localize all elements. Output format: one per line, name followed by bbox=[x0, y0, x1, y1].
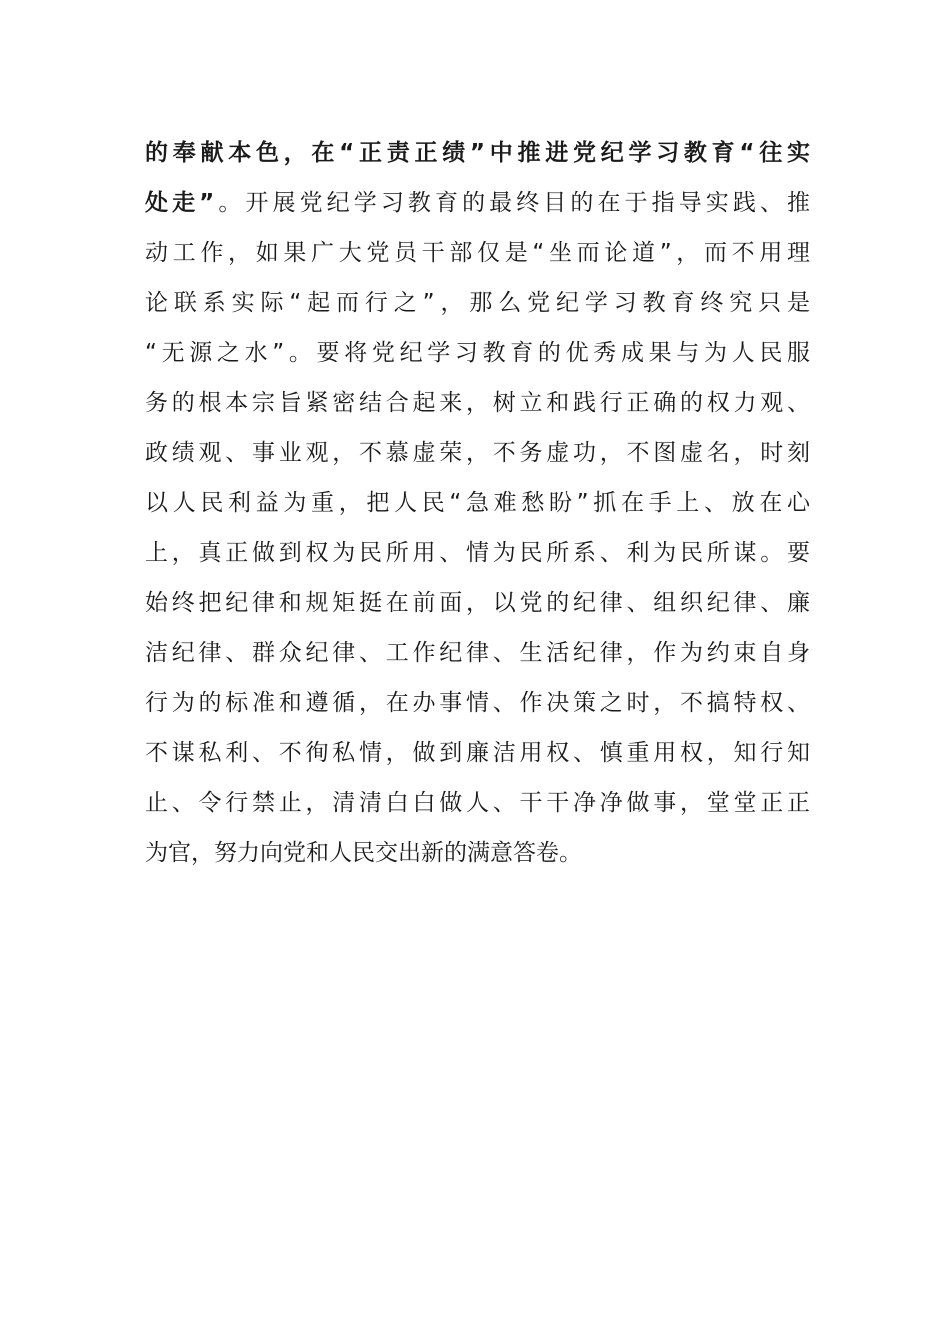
body-paragraph bbox=[145, 128, 810, 878]
body-text: 行为的标准和遵循，在办事情、作决策之时，不搞特权、 bbox=[145, 690, 810, 716]
text-line bbox=[145, 778, 810, 828]
body-text: 洁纪律、群众纪律、工作纪律、生活纪律，作为约束自身 bbox=[145, 640, 810, 666]
body-text: 止、令行禁止，清清白白做人、干干净净做事，堂堂正正 bbox=[145, 790, 810, 816]
text-line bbox=[145, 678, 810, 728]
text-line bbox=[145, 428, 810, 478]
bold-text: 处走” bbox=[145, 190, 215, 216]
text-line bbox=[145, 178, 810, 228]
text-line bbox=[145, 228, 810, 278]
body-text: 为官，努力向党和人民交出新的满意答卷。 bbox=[145, 840, 582, 866]
body-text: 始终把纪律和规矩挺在前面，以党的纪律、组织纪律、廉 bbox=[145, 590, 810, 616]
text-line bbox=[145, 578, 810, 628]
text-line bbox=[145, 128, 810, 178]
text-line bbox=[145, 528, 810, 578]
body-text: 。开展党纪学习教育的最终目的在于指导实践、推 bbox=[214, 190, 810, 216]
body-text: 不谋私利、不徇私情，做到廉洁用权、慎重用权，知行知 bbox=[145, 740, 810, 766]
body-text: 政绩观、事业观，不慕虚荣，不务虚功，不图虚名，时刻 bbox=[145, 440, 810, 466]
body-text: 上，真正做到权为民所用、情为民所系、利为民所谋。要 bbox=[145, 540, 810, 566]
text-line bbox=[145, 328, 810, 378]
body-text: 动工作，如果广大党员干部仅是“坐而论道”，而不用理 bbox=[145, 240, 810, 266]
body-text: 以人民利益为重，把人民“急难愁盼”抓在手上、放在心 bbox=[145, 490, 810, 516]
body-text: 论联系实际“起而行之”，那么党纪学习教育终究只是 bbox=[145, 290, 810, 316]
text-line bbox=[145, 278, 810, 328]
text-line bbox=[145, 378, 810, 428]
text-line bbox=[145, 828, 810, 878]
text-line bbox=[145, 728, 810, 778]
text-line bbox=[145, 478, 810, 528]
bold-text: 的奉献本色，在“正责正绩”中推进党纪学习教育“往实 bbox=[145, 140, 810, 166]
body-text: “无源之水”。要将党纪学习教育的优秀成果与为人民服 bbox=[145, 340, 810, 366]
text-line bbox=[145, 628, 810, 678]
body-text: 务的根本宗旨紧密结合起来，树立和践行正确的权力观、 bbox=[145, 390, 810, 416]
